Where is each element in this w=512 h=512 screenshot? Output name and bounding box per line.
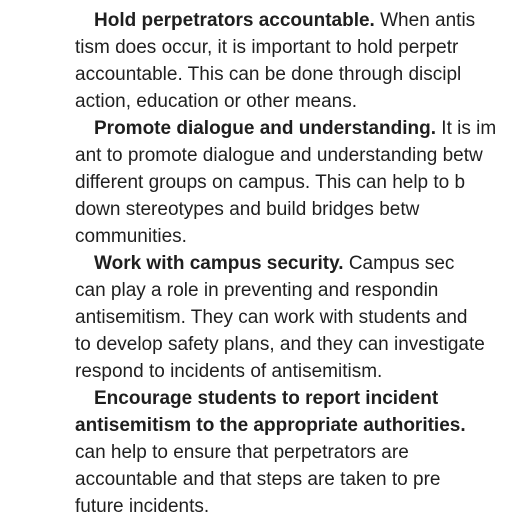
body-text: It is im [436, 118, 497, 139]
paragraph-line [75, 61, 512, 88]
paragraph-line [94, 385, 512, 412]
body-text: tism does occur, it is important to hold perpetr [75, 37, 459, 58]
paragraph-line [75, 196, 512, 223]
paragraph-line [75, 331, 512, 358]
paragraph-line [75, 88, 512, 115]
paragraph-line [75, 169, 512, 196]
bold-lead-text: antisemitism to the appropriate authorities. [75, 415, 466, 436]
bold-lead-text: Hold perpetrators accountable. [94, 10, 375, 31]
paragraph-line [75, 466, 512, 493]
paragraph-line [94, 115, 512, 142]
body-text: different groups on campus. This can help to b [75, 172, 466, 193]
body-text: future incidents. [75, 496, 210, 512]
paragraph-line [75, 304, 512, 331]
paragraph-line [75, 277, 512, 304]
body-text: can help to ensure that perpetrators are [75, 442, 409, 463]
body-text: accountable and that steps are taken to pre [75, 469, 441, 490]
body-text: Campus sec [343, 253, 455, 274]
paragraph-line [94, 250, 512, 277]
paragraph-line [75, 493, 512, 512]
paragraph-line [75, 412, 512, 439]
body-text: to develop safety plans, and they can investigate [75, 334, 485, 355]
bold-lead-text: Promote dialogue and understanding. [94, 118, 437, 139]
paragraph-line [75, 439, 512, 466]
body-text: action, education or other means. [75, 91, 358, 112]
body-text: When antis [374, 10, 476, 31]
bold-lead-text: Work with campus security. [94, 253, 344, 274]
body-text: ant to promote dialogue and understanding betw [75, 145, 483, 166]
bold-lead-text: Encourage students to report incident [94, 388, 439, 409]
paragraph-line [75, 34, 512, 61]
body-text: can play a role in preventing and respondin [75, 280, 439, 301]
paragraph-line [94, 7, 512, 34]
body-text: respond to incidents of antisemitism. [75, 361, 383, 382]
paragraph-line [75, 223, 512, 250]
body-text: antisemitism. They can work with students and [75, 307, 468, 328]
body-text: down stereotypes and build bridges betw [75, 199, 420, 220]
paragraph-line [75, 358, 512, 385]
body-text: accountable. This can be done through discipl [75, 64, 462, 85]
paragraph-line [75, 142, 512, 169]
body-text: communities. [75, 226, 187, 247]
